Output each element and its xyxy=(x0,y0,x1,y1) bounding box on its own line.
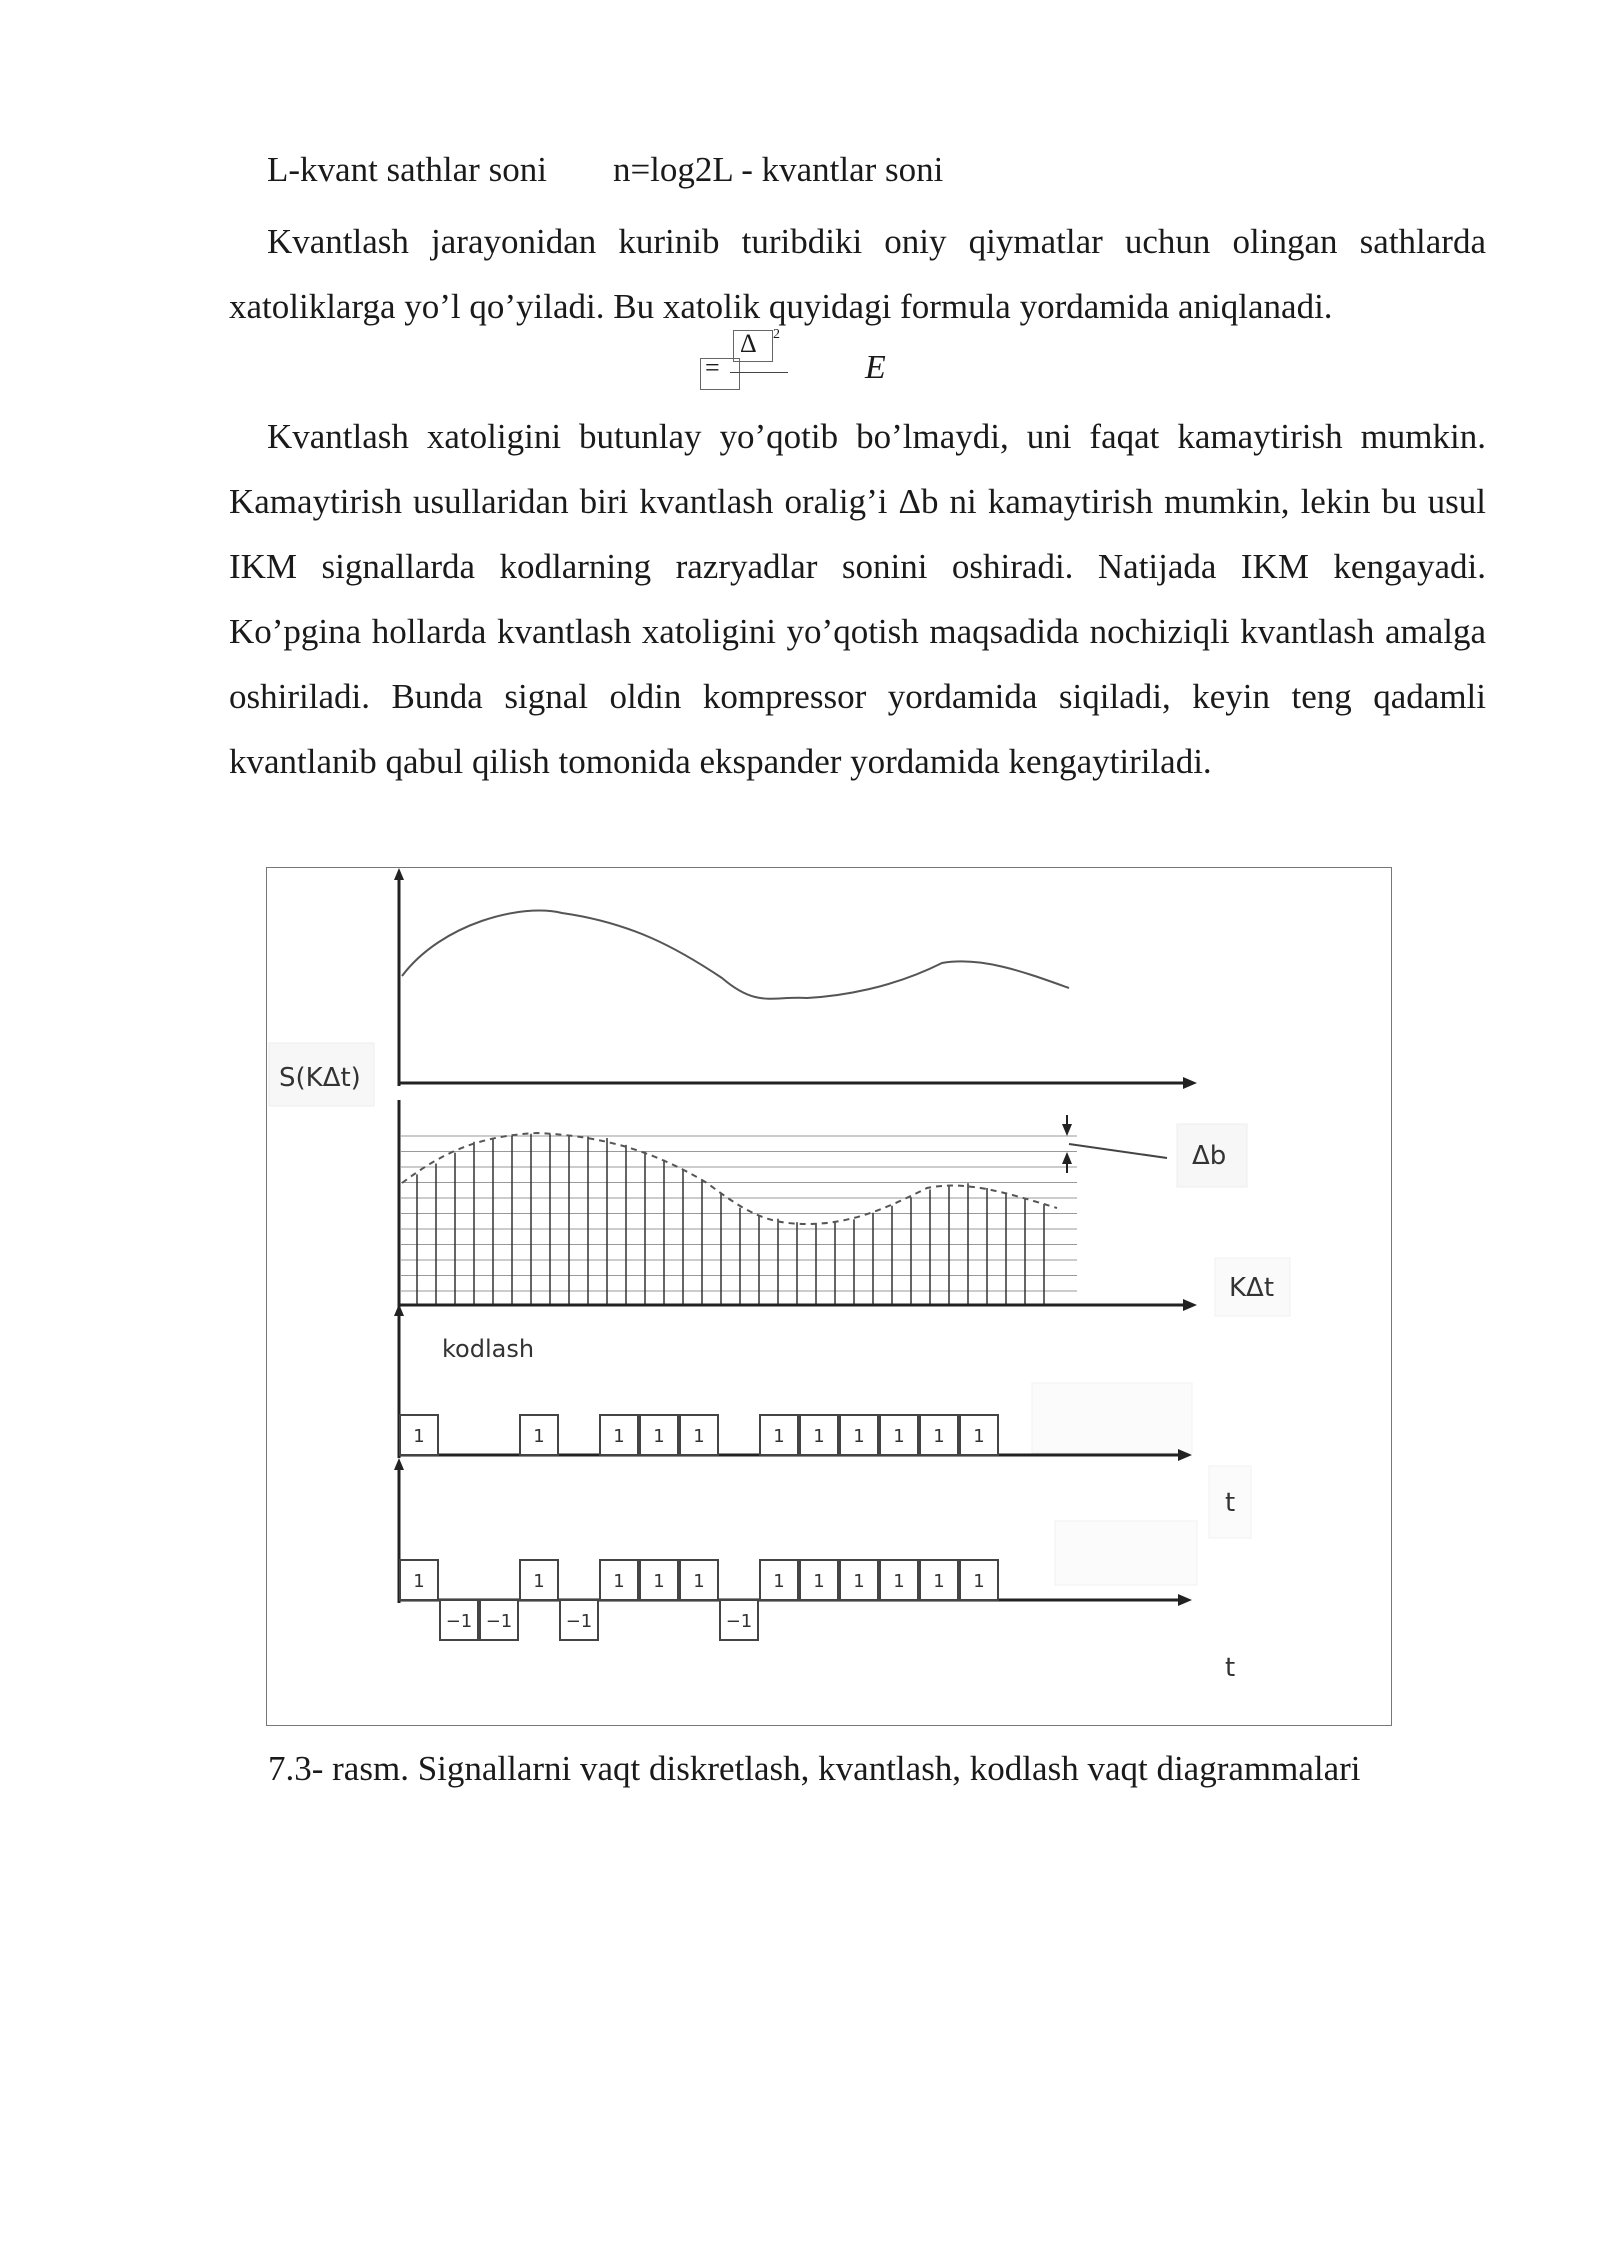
pulse-value: 1 xyxy=(773,1426,785,1447)
binary-pulse xyxy=(760,1415,798,1455)
bipolar-pulse-positive xyxy=(400,1560,438,1600)
quantized-envelope xyxy=(402,1133,1057,1224)
bipolar-pulse-positive xyxy=(960,1560,998,1600)
bipolar-pulse-positive xyxy=(680,1560,718,1600)
db-arrowhead-top xyxy=(1062,1124,1072,1136)
sample-lines xyxy=(417,1134,1044,1305)
binary-pulse xyxy=(920,1415,958,1455)
bipolar-pulse-positive xyxy=(640,1560,678,1600)
t2-axis-label: t xyxy=(1225,1653,1236,1683)
pulse-value: 1 xyxy=(533,1571,545,1592)
pulse-value: 1 xyxy=(893,1571,905,1592)
pulse-value: 1 xyxy=(693,1426,705,1447)
binary-pulse xyxy=(800,1415,838,1455)
top-y-arrow xyxy=(394,868,404,880)
bip-x-arrow xyxy=(1178,1594,1192,1606)
bipolar-pulse-negative xyxy=(560,1600,598,1640)
binary-pulse xyxy=(600,1415,638,1455)
pulse-value: 1 xyxy=(933,1571,945,1592)
pulse-value: 1 xyxy=(413,1571,425,1592)
bipolar-pulse-positive xyxy=(520,1560,558,1600)
bipolar-pulse-positive xyxy=(800,1560,838,1600)
db-arrowhead-bottom xyxy=(1062,1152,1072,1164)
bipolar-pulse-positive xyxy=(600,1560,638,1600)
pulse-value: 1 xyxy=(893,1426,905,1447)
db-leader-line xyxy=(1069,1144,1167,1158)
paragraph-2-text: Kvantlash xatoligini butunlay yo’qotib bo’lmaydi, uni faqat kamaytirish mumkin. Kamaytirish usullaridan biri kvantlash oralig’i Δb ni kamaytirish mumkin, lekin bu usul IKM signallarda kodlarning razryadlar sonini oshiradi. Natijada IKM kengayadi. Ko’pgina hollarda kvantlash xatoligini yo’qotish maqsadida nochiziqli kvantlash amalga oshiriladi. Bunda signal oldin kompressor yordamida siqiladi, keyin teng qadamli kvantlanib qabul qilish tomonida ekspander yordamida kengaytiriladi. xyxy=(229,417,1486,781)
blank-box-2 xyxy=(1055,1521,1197,1585)
pulse-value: −1 xyxy=(445,1611,473,1632)
bipolar-pulse-train xyxy=(400,1560,998,1640)
binary-pulse xyxy=(880,1415,918,1455)
binary-pulse xyxy=(400,1415,438,1455)
pulse-value: 1 xyxy=(413,1426,425,1447)
kodlash-label: kodlash xyxy=(442,1335,535,1363)
quantization-grid xyxy=(401,1136,1077,1291)
pulse-value: 1 xyxy=(533,1426,545,1447)
bipolar-pulse-positive xyxy=(760,1560,798,1600)
bipolar-pulse-negative xyxy=(440,1600,478,1640)
kdt-axis-label: KΔt xyxy=(1229,1273,1275,1303)
binary-pulse-train xyxy=(400,1415,998,1455)
error-formula xyxy=(700,325,900,395)
pulse-value: −1 xyxy=(725,1611,753,1632)
pulse-value: 1 xyxy=(653,1571,665,1592)
pulse-value: −1 xyxy=(485,1611,513,1632)
pulse-value: 1 xyxy=(693,1571,705,1592)
quant-count-text: n=log2L - kvantlar soni xyxy=(612,150,944,189)
pulse-value: 1 xyxy=(973,1426,985,1447)
mid-x-arrow xyxy=(1183,1299,1197,1311)
pulse-value: −1 xyxy=(565,1611,593,1632)
bipolar-pulse-positive xyxy=(840,1560,878,1600)
analog-signal-curve xyxy=(402,911,1069,999)
timing-diagram-svg xyxy=(267,868,1391,1725)
binary-pulse xyxy=(520,1415,558,1455)
bipolar-pulse-positive xyxy=(920,1560,958,1600)
binary-pulse xyxy=(680,1415,718,1455)
formula-power: 2 xyxy=(773,327,780,342)
bipolar-pulse-negative xyxy=(720,1600,758,1640)
pulse-value: 1 xyxy=(773,1571,785,1592)
pulse-value: 1 xyxy=(813,1571,825,1592)
formula-e: E xyxy=(865,349,886,386)
t1-axis-label: t xyxy=(1225,1488,1236,1518)
pulse-value: 1 xyxy=(933,1426,945,1447)
levels-count-text: L-kvant sathlar soni xyxy=(267,150,547,189)
blank-box-1 xyxy=(1032,1383,1192,1453)
formula-equals: = xyxy=(705,353,720,382)
pulse-value: 1 xyxy=(613,1571,625,1592)
pulse-value: 1 xyxy=(973,1571,985,1592)
pulse-value: 1 xyxy=(853,1426,865,1447)
formula-delta: Δ xyxy=(740,329,757,358)
fraction-bar xyxy=(730,372,788,373)
pulse-value: 1 xyxy=(613,1426,625,1447)
timing-diagram-figure xyxy=(266,867,1392,1726)
paragraph-1-text: Kvantlash jarayonidan kurinib turibdiki oniy qiymatlar uchun olingan sathlarda xatoliklarga yo’l qo’yiladi. Bu xatolik quyidagi formula yordamida aniqlanadi. xyxy=(229,222,1486,326)
figure-caption: 7.3- rasm. Signallarni vaqt diskretlash, kvantlash, kodlash vaqt diagrammalari xyxy=(268,1749,1361,1788)
top-x-arrow xyxy=(1183,1077,1197,1089)
delta-b-label: Δb xyxy=(1192,1141,1227,1171)
levels-line xyxy=(267,150,943,190)
bip-y-arrow xyxy=(394,1458,404,1470)
bipolar-pulse-negative xyxy=(480,1600,518,1640)
pulse-value: 1 xyxy=(853,1571,865,1592)
pulse-value: 1 xyxy=(653,1426,665,1447)
pulse-value: 1 xyxy=(813,1426,825,1447)
binary-pulse xyxy=(960,1415,998,1455)
bipolar-pulse-positive xyxy=(880,1560,918,1600)
paragraph-1 xyxy=(229,209,1486,339)
paragraph-2 xyxy=(229,404,1486,794)
binary-pulse xyxy=(640,1415,678,1455)
s-axis-label: S(KΔt) xyxy=(279,1063,361,1093)
binary-pulse xyxy=(840,1415,878,1455)
